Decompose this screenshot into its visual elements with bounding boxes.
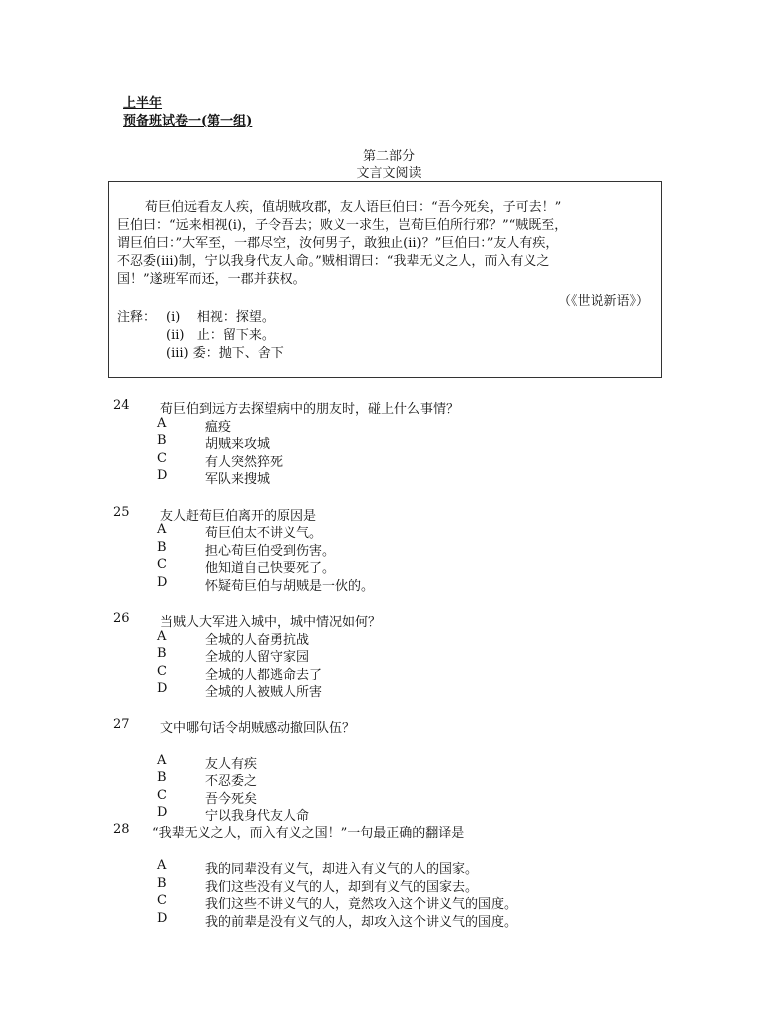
option-label: B [157,770,167,785]
option-text: 荀巨伯太不讲义气。 [205,526,323,541]
option-text: 不忍委之 [205,774,258,789]
question-text: 文中哪句话令胡贼感动撤回队伍？ [160,721,356,736]
passage-line: 谓巨伯曰：”大军至，一郡尽空，汝何男子，敢独止(ii)？”巨伯曰：”友人有疾， [117,236,559,251]
exam-period: 上半年 [123,96,163,111]
question-text: 荀巨伯到远方去探望病中的朋友时，碰上什么事情？ [160,402,460,417]
option-text: 我们这些没有义气的人，却到有义气的国家去。 [205,880,479,895]
note-item: (ii) 止：留下来。 [166,328,275,343]
option-text: 我的同辈没有义气，却进入有义气的人的国家。 [205,862,479,877]
option-label: C [157,557,167,572]
option-label: B [157,540,167,555]
option-label: D [157,911,168,926]
option-label: C [157,788,167,803]
option-label: A [157,522,167,537]
option-label: C [157,893,167,908]
question-number: 26 [113,611,130,626]
option-label: A [157,858,167,873]
note-item: (i) 相视：探望。 [166,310,275,325]
option-label: C [157,664,167,679]
option-text: 宁以我身代友人命 [205,809,310,824]
option-text: 全城的人都逃命去了 [205,668,323,683]
option-text: 我们这些不讲义气的人，竟然攻入这个讲义气的国度。 [205,897,518,912]
option-text: 军队来搜城 [205,472,271,487]
passage-line: 荀巨伯远看友人疾，值胡贼攻郡，友人语巨伯曰：“吾今死矣，子可去！” [145,200,562,215]
question-number: 24 [113,398,130,413]
section-part: 第二部分 [362,149,415,164]
option-text: 担心荀巨伯受到伤害。 [205,544,336,559]
passage-line: 巨伯曰：“远来相视(i)，子令吾去；败义一求生，岂荀巨伯所行邪？”“贼既至， [117,218,568,233]
question-number: 27 [113,717,130,732]
option-label: B [157,433,167,448]
option-text: 胡贼来攻城 [205,437,271,452]
option-label: D [157,805,168,820]
notes-label: 注释： [117,310,157,325]
option-text: 他知道自己快要死了。 [205,561,336,576]
question-number: 28 [113,822,130,837]
section-title: 文言文阅读 [356,166,422,181]
question-number: 25 [113,505,130,520]
exam-title: 预备班试卷一(第一组) [123,114,253,129]
option-label: D [157,575,168,590]
note-item: (iii) 委：抛下、舍下 [166,346,284,361]
option-label: D [157,681,168,696]
option-label: A [157,753,167,768]
option-label: B [157,876,167,891]
option-label: C [157,451,167,466]
question-text: 当贼人大军进入城中，城中情况如何？ [160,615,382,630]
option-label: B [157,646,167,661]
passage-line: 国！”遂班军而还，一郡并获权。 [117,272,306,287]
option-text: 有人突然猝死 [205,455,284,470]
question-text: 友人赶荀巨伯离开的原因是 [160,509,317,524]
option-text: 瘟疫 [205,420,232,435]
passage-line: 不忍委(iii)制，宁以我身代友人命。”贼相谓曰：“我辈无义之人，而入有义之 [117,254,550,269]
option-text: 友人有疾 [205,757,258,772]
question-text: “我辈无义之人，而入有义之国！”一句最正确的翻译是 [152,826,465,841]
option-text: 全城的人被贼人所害 [205,685,323,700]
option-label: A [157,416,167,431]
option-label: D [157,468,168,483]
option-text: 我的前辈是没有义气的人，却攻入这个讲义气的国度。 [205,915,518,930]
option-label: A [157,629,167,644]
option-text: 怀疑荀巨伯与胡贼是一伙的。 [205,579,375,594]
passage-source: （《世说新语》） [557,294,649,309]
option-text: 吾今死矣 [205,792,258,807]
option-text: 全城的人奋勇抗战 [205,633,310,648]
option-text: 全城的人留守家园 [205,650,310,665]
passage-box [108,181,662,378]
